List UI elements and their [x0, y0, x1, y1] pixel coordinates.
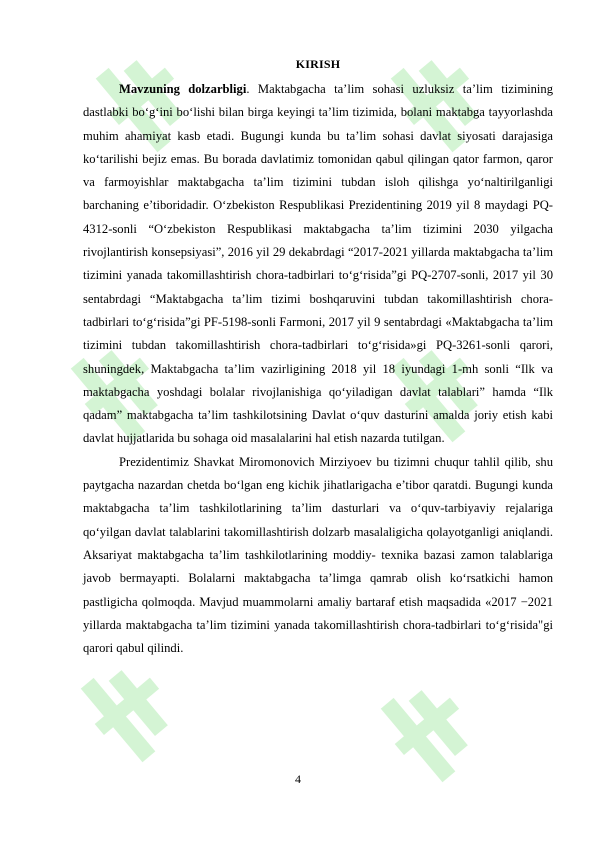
paragraph-relevance	[83, 78, 553, 451]
body-text	[83, 78, 553, 660]
paragraph-text: . Maktabgacha ta’lim sohasi uzluksiz ta’lim tizimining dastlabki bo‘g‘ini bo‘lishi bilan birga keyingi ta’lim tizimida, bolani maktabga tayyorlashda muhim ahamiyat kasb etadi. Bugungi kunda bu ta’lim sohasi davlat siyosati darajasiga ko‘tarilishi bejiz emas. Bu borada davlatimiz tomonidan qabul qilingan qator farmon, qaror va farmoyishlar maktabgacha ta’lim tizimini tubdan isloh qilishga yo‘naltirilganligi barchaning e’tiboridadir. O‘zbekiston Respublikasi Prezidentining 2019 yil 8 maydagi PQ-4312-sonli “O‘zbekiston Respublikasi maktabgacha ta’lim tizimini 2030 yilgacha rivojlantirish konsepsiyasi”, 2016 yil 29 dekabrdagi “2017-2021 yillarda maktabgacha ta’lim tizimini yanada takomillashtirish chora-tadbirlari to‘g‘risida”gi PQ-2707-sonli, 2017 yil 30 sentabrdagi “Maktabgacha ta’lim tizimi boshqaruvini tubdan takomillashtirish chora-tadbirlari to‘g‘risida”gi PF-5198-sonli Farmoni, 2017 yil 9 sentabrdagi «Maktabgacha ta’lim tizimini tubdan takomillashtirish chora-tadbirlari to‘g‘risida»gi PQ-3261-sonli qarori, shuningdek, Maktabgacha ta’lim vazirligining 2018 yil 18 iyundagi 1-mh sonli “Ilk va maktabgacha yoshdagi bolalar rivojlanishiga qo‘yiladigan davlat talablari” hamda “Ilk qadam” maktabgacha ta’lim tashkilotsining Davlat o‘quv dasturini amalda joriy etish kabi davlat hujjatlarida bu sohaga oid masalalarini hal etish nazarda tutilgan.	[83, 82, 553, 446]
page-title: KIRISH	[295, 57, 341, 71]
page-number: 4	[295, 772, 301, 786]
paragraph-lead: Mavzuning dolzarbligi	[119, 82, 247, 96]
paragraph-president: Prezidentimiz Shavkat Miromonovich Mirziyoev bu tizimni chuqur tahlil qilib, shu paytgacha nazardan chetda bo‘lgan eng kichik jihatlarigacha e’tibor qaratdi. Bugungi kunda maktabgacha ta’lim tashkilotlarining ta’lim dasturlari va o‘quv-tarbiyaviy rejalariga qo‘yilgan davlat talablarini takomillashtirish dolzarb masalaligicha qolayotganligi aniqlandi. Aksariyat maktabgacha ta’lim tashkilotlarining moddiy- texnika bazasi zamon talablariga javob bermayapti. Bolalarni maktabgacha ta’limga qamrab olish ko‘rsatkichi hamon pastligicha qolmoqda. Mavjud muammolarni amaliy bartaraf etish maqsadida «2017 −2021 yillarda maktabgacha ta’lim tizimini yanada takomillashtirish chora-tadbirlari to‘g‘risida"gi qarori qabul qilindi.	[83, 454, 553, 656]
watermark-logo-icon	[70, 650, 190, 770]
